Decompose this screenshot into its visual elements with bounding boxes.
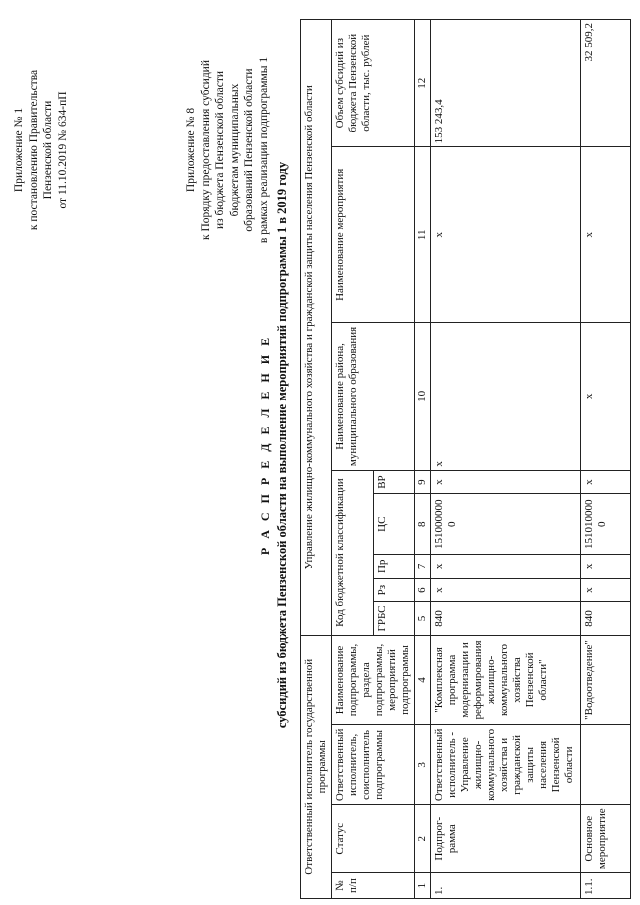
cell-pr: x bbox=[431, 554, 581, 578]
cell-cs: 1510100000 bbox=[581, 494, 631, 554]
appendix-line: в рамках реализации подпрограммы 1 bbox=[257, 56, 270, 244]
cell-executor bbox=[581, 725, 631, 805]
cell-district: x bbox=[581, 323, 631, 470]
cell-status: Подпрог-рамма bbox=[431, 805, 581, 873]
header-responsible-program: Ответственный исполнитель государственной программы bbox=[301, 635, 332, 898]
appendix-line: к Порядку предоставления субсидий bbox=[199, 60, 212, 240]
cell-event: x bbox=[581, 147, 631, 323]
appendix-line: Приложение № 8 bbox=[185, 107, 197, 193]
header-budget-code: Код бюджетной классификации bbox=[332, 470, 374, 635]
column-number-row bbox=[415, 20, 431, 899]
table-header-row bbox=[301, 20, 332, 899]
cell-vr: x bbox=[431, 470, 581, 494]
header-vr: ВР bbox=[373, 470, 415, 494]
header-name: Наименование подпрограммы, раздела подпрограммы, мероприятий подпрограммы bbox=[332, 635, 415, 725]
appendix-line: Приложение № 1 bbox=[13, 107, 25, 193]
cell-no: 1. bbox=[431, 873, 581, 899]
appendix-line: Пензенской области bbox=[42, 100, 54, 200]
appendix-line: образований Пензенской области bbox=[243, 68, 255, 232]
cell-status: Основное мероприятие bbox=[581, 805, 631, 873]
column-number: 11 bbox=[415, 147, 431, 323]
column-number: 10 bbox=[415, 323, 431, 470]
cell-pr: x bbox=[581, 554, 631, 578]
column-number: 9 bbox=[415, 470, 431, 494]
header-district: Наименование района, муниципального образования bbox=[332, 323, 415, 470]
table-row bbox=[431, 20, 581, 899]
header-executor: Ответственный исполнитель, соисполнитель подпрограммы bbox=[332, 725, 415, 805]
header-grbs: ГРБС bbox=[373, 602, 415, 635]
header-volume: Объем субсидий из бюджета Пензенской области, тыс. рублей bbox=[332, 20, 415, 147]
cell-grbs: 840 bbox=[431, 602, 581, 635]
table-header-row bbox=[332, 20, 374, 899]
column-number: 2 bbox=[415, 805, 431, 873]
column-number: 1 bbox=[415, 873, 431, 899]
column-number: 3 bbox=[415, 725, 431, 805]
title-main: Р А С П Р Е Д Е Л Е Н И Е bbox=[258, 334, 272, 556]
column-number: 8 bbox=[415, 494, 431, 554]
cell-district: x bbox=[431, 323, 581, 470]
cell-grbs: 840 bbox=[581, 602, 631, 635]
column-number: 7 bbox=[415, 554, 431, 578]
cell-name: "Водоотведение" bbox=[581, 635, 631, 725]
cell-volume: 32 509,2 bbox=[581, 20, 631, 147]
cell-event: x bbox=[431, 147, 581, 323]
header-cs: ЦС bbox=[373, 494, 415, 554]
column-number: 6 bbox=[415, 578, 431, 602]
document-title bbox=[258, 35, 290, 855]
title-sub: субсидий из бюджета Пензенской области на выполнение мероприятий подпрограммы 1 в 2019 году bbox=[275, 161, 289, 729]
cell-executor: Ответственный исполнитель - Управление жилищно-коммунального хозяйства и гражданской защиты населения Пензенской области bbox=[431, 725, 581, 805]
column-number: 4 bbox=[415, 635, 431, 725]
appendix-1-header bbox=[12, 35, 70, 265]
cell-vr: x bbox=[581, 470, 631, 494]
cell-volume: 153 243,4 bbox=[431, 20, 581, 147]
appendix-line: бюджетам муниципальных bbox=[228, 83, 241, 217]
header-event: Наименование мероприятия bbox=[332, 147, 415, 323]
cell-name: "Комплексная программа модернизации и реформирования жилищно-коммунального хозяйства Пензенской области" bbox=[431, 635, 581, 725]
header-rz: Рз bbox=[373, 578, 415, 602]
appendix-line: к постановлению Правительства bbox=[27, 69, 40, 231]
header-pr: Пр bbox=[373, 554, 415, 578]
appendix-line: от 11.10.2019 № 634-пП bbox=[56, 91, 69, 209]
cell-rz: x bbox=[581, 578, 631, 602]
cell-cs: 1510000000 bbox=[431, 494, 581, 554]
cell-no: 1.1. bbox=[581, 873, 631, 899]
header-status: Статус bbox=[332, 805, 415, 873]
table-row bbox=[581, 20, 631, 899]
cell-rz: x bbox=[431, 578, 581, 602]
header-no: № п/п bbox=[332, 873, 415, 899]
column-number: 12 bbox=[415, 20, 431, 147]
column-number: 5 bbox=[415, 602, 431, 635]
header-responsible-name: Управление жилищно-коммунального хозяйства и гражданской защиты населения Пензенской области bbox=[301, 20, 332, 636]
appendix-line: из бюджета Пензенской области bbox=[214, 70, 226, 230]
subsidy-table bbox=[300, 19, 631, 899]
